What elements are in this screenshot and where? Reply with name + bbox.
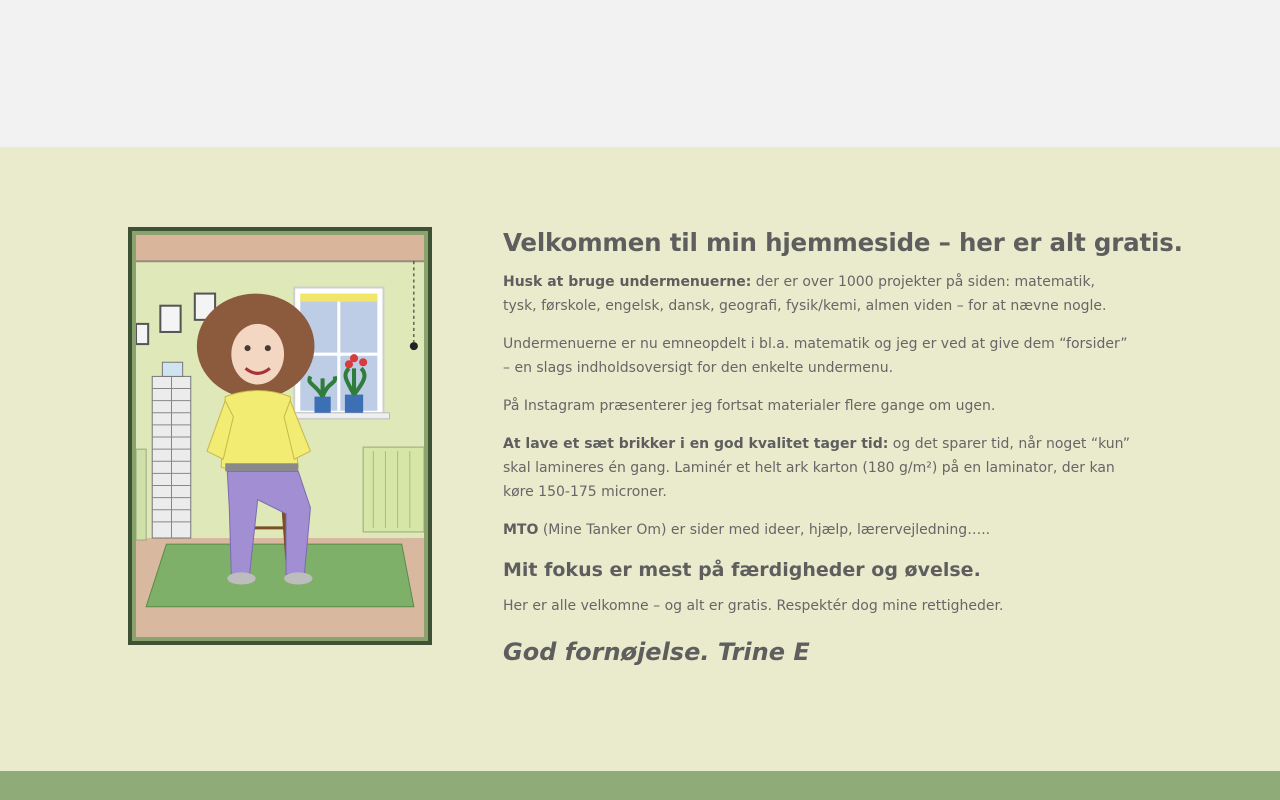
illustration-frame: [128, 227, 432, 645]
footer-band: [0, 771, 1280, 800]
intro-paragraph-mto: [503, 518, 1131, 542]
lamination-lead: At lave et sæt brikker i en god kvalitet tager tid:: [503, 436, 889, 452]
page-title: Velkommen til min hjemmeside – her er alt gratis.: [503, 228, 1183, 257]
signoff: God fornøjelse. Trine E: [503, 638, 810, 666]
welcome-text: [503, 226, 1183, 668]
lamination-text: og det sparer tid, når noget “kun” skal lamineres én gang. Laminér et helt ark karton (180 g/m²) på en laminator, der kan køre 150-175 microner.: [503, 436, 1131, 500]
focus-subheading: Mit fokus er mest på færdigheder og øvelse.: [503, 559, 981, 581]
header-band: [0, 0, 1280, 147]
submenus-text: der er over 1000 projekter på siden: matematik, tysk, førskole, engelsk, dansk, geografi, fysik/kemi, almen viden – for at nævne nogle.: [503, 274, 1107, 314]
intro-paragraph-instagram: På Instagram præsenterer jeg fortsat materialer flere gange om ugen.: [503, 398, 996, 414]
intro-paragraph-lamination: [503, 432, 1131, 504]
intro-paragraph-frontpages: Undermenuerne er nu emneopdelt i bl.a. matematik og jeg er ved at give dem “forsider” – en slags indholdsoversigt for den enkelte undermenu.: [503, 336, 1128, 376]
woman-on-stool-drawing-icon: [136, 235, 424, 637]
mto-lead: MTO: [503, 522, 539, 538]
mto-text: (Mine Tanker Om) er sider med ideer, hjælp, lærervejledning…..: [538, 522, 991, 538]
submenus-lead: Husk at bruge undermenuerne:: [503, 274, 752, 290]
intro-paragraph-submenus: [503, 270, 1131, 318]
illustration-mat: [132, 231, 428, 641]
intro-paragraph-welcome: Her er alle velkomne – og alt er gratis. Respektér dog mine rettigheder.: [503, 598, 1004, 614]
